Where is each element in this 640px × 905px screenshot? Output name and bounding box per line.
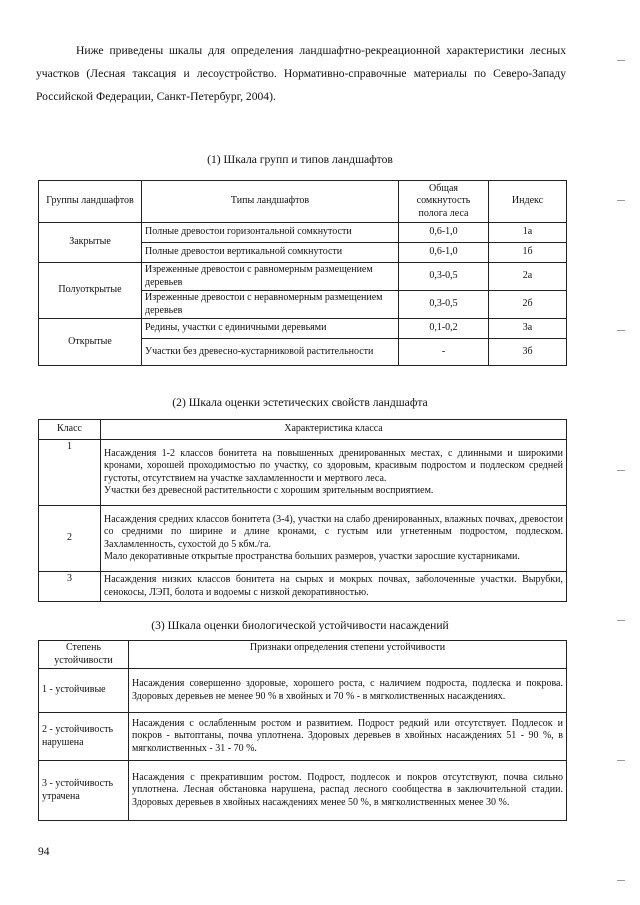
header-density: Общая сомкнутость полога леса <box>399 181 489 223</box>
landscape-types-table <box>38 180 567 366</box>
density-cell: 0,6-1,0 <box>399 243 489 263</box>
table-row <box>39 761 567 821</box>
header-index: Индекс <box>489 181 567 223</box>
scan-edge-mark <box>617 760 625 761</box>
density-cell: - <box>399 339 489 366</box>
degree-cell: 2 - устойчивость нарушена <box>39 713 129 761</box>
signs-cell: Насаждения с прекратившим ростом. Подрост, подлесок и покров отсутствуют, почва сильно уплотнена. Лесная обстановка нарушена, распад лесного сообщества в заключительной стадии. Здоровых деревьев в хвойных насаждениях менее 50 %, в мягколиственных менее 30 %. <box>129 761 567 821</box>
characteristic-cell: Насаждения низких классов бонитета на сырых и мокрых почвах, заболоченные участки. Вырубки, сенокосы, ЛЭП, болота и водоемы с низкой декоративностью. <box>101 572 567 602</box>
characteristic-cell <box>101 440 567 506</box>
characteristic-text-extra: Участки без древесной растительности с хорошим зрительным восприятием. <box>104 485 434 496</box>
header-class: Класс <box>39 420 101 440</box>
class-cell: 2 <box>39 506 101 572</box>
scan-edge-mark <box>617 330 625 331</box>
index-cell: 2а <box>489 263 567 291</box>
table-row <box>39 319 567 339</box>
intro-paragraph <box>36 39 566 108</box>
scan-edge-mark <box>617 200 625 201</box>
density-cell: 0,6-1,0 <box>399 223 489 243</box>
table2-caption: (2) Шкала оценки эстетических свойств ландшафта <box>172 396 428 409</box>
table-row <box>39 440 567 506</box>
scan-edge-mark <box>617 60 625 61</box>
type-cell: Изреженные древостои с неравномерным размещением деревьев <box>142 291 399 319</box>
table-header-row <box>39 420 567 440</box>
header-groups: Группы ландшафтов <box>39 181 142 223</box>
group-cell: Закрытые <box>39 223 142 263</box>
density-cell: 0,3-0,5 <box>399 263 489 291</box>
header-types: Типы ландшафтов <box>142 181 399 223</box>
characteristic-text: Насаждения 1-2 классов бонитета на повышенных дренированных местах, с длинными и широкими кронами, хорошей проходимостью по участку, со здоровым, красивым подростом и подлеском средней густоты, отсутствием на участке захламленности и мертвого леса. <box>104 447 563 484</box>
stability-table <box>38 640 567 821</box>
type-cell: Изреженные древостои с равномерным размещением деревьев <box>142 263 399 291</box>
table-row <box>39 223 567 243</box>
index-cell: 1а <box>489 223 567 243</box>
characteristic-cell <box>101 506 567 572</box>
index-cell: 2б <box>489 291 567 319</box>
header-degree: Степень устойчивости <box>39 641 129 669</box>
table3-caption: (3) Шкала оценки биологической устойчивости насаждений <box>151 619 449 632</box>
density-cell: 0,1-0,2 <box>399 319 489 339</box>
type-cell: Полные древостои горизонтальной сомкнутости <box>142 223 399 243</box>
group-cell: Полуоткрытые <box>39 263 142 319</box>
class-cell: 3 <box>39 572 101 602</box>
density-cell: 0,3-0,5 <box>399 291 489 319</box>
index-cell: 1б <box>489 243 567 263</box>
scan-edge-mark <box>617 470 625 471</box>
page-number: 94 <box>38 846 50 858</box>
class-cell: 1 <box>39 440 101 506</box>
table-header-row <box>39 181 567 223</box>
type-cell: Участки без древесно-кустарниковой растительности <box>142 339 399 366</box>
header-signs: Признаки определения степени устойчивости <box>129 641 567 669</box>
degree-cell: 1 - устойчивые <box>39 669 129 713</box>
table-row <box>39 263 567 291</box>
signs-cell: Насаждения совершенно здоровые, хорошего роста, с наличием подроста, подлеска и покрова. Здоровых деревьев не менее 90 % в хвойных и 70 % - в мягколиственных насаждениях. <box>129 669 567 713</box>
group-cell: Открытые <box>39 319 142 366</box>
table-header-row <box>39 641 567 669</box>
type-cell: Редины, участки с единичными деревьями <box>142 319 399 339</box>
degree-cell: 3 - устойчивость утрачена <box>39 761 129 821</box>
intro-text: Ниже приведены шкалы для определения ландшафтно-рекреационной характеристики лесных участков (Лесная таксация и лесоустройство. Нормативно-справочные материалы по Северо-Западу Российской Федерации, Санкт-Петербург, 2004). <box>36 44 566 103</box>
table-row <box>39 713 567 761</box>
aesthetic-classes-table <box>38 419 567 602</box>
table-row <box>39 506 567 572</box>
table1-caption: (1) Шкала групп и типов ландшафтов <box>207 153 393 166</box>
characteristic-text-extra: Мало декоративные открытые пространства больших размеров, участки заросшие кустарниками. <box>104 551 520 562</box>
index-cell: 3а <box>489 319 567 339</box>
table-row <box>39 572 567 602</box>
scan-edge-mark <box>617 620 625 621</box>
index-cell: 3б <box>489 339 567 366</box>
header-characteristic: Характеристика класса <box>101 420 567 440</box>
signs-cell: Насаждения с ослабленным ростом и развитием. Подрост редкий или отсутствует. Подлесок и покров - вытоптаны, почва уплотнена. Здоровых деревьев в хвойных насаждениях 51 - 90 %, в мягколиственных - 31 - 70 %. <box>129 713 567 761</box>
type-cell: Полные древостои вертикальной сомкнутости <box>142 243 399 263</box>
table-row <box>39 669 567 713</box>
characteristic-text: Насаждения средних классов бонитета (3-4), участки на слабо дренированных, влажных почвах, древостои со средними по ширине и длине кронами, с густым или угнетенным подростом, подлеском. Захламленность, сухостой до 5 кбм./га. <box>104 513 563 550</box>
scan-edge-mark <box>617 880 625 881</box>
